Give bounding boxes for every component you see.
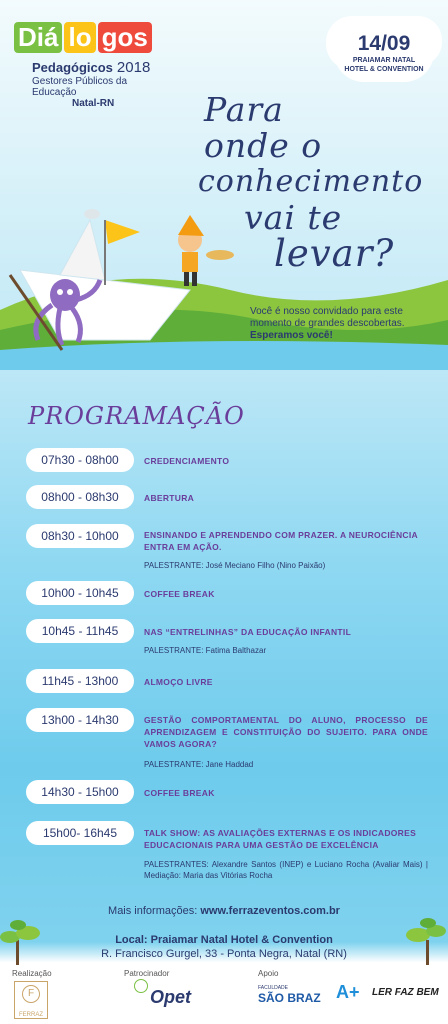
session-speaker: PALESTRANTE: Jane Haddad — [144, 760, 254, 769]
ferraz-name: FERRAZ — [19, 1012, 43, 1018]
headline-line-1: Para — [204, 90, 284, 129]
invite-body: Você é nosso convidado para este momento de grandes descobertas. — [250, 306, 405, 329]
opet-icon — [134, 979, 148, 993]
time-pill: 08h00 - 08h30 — [26, 485, 134, 509]
apoio-label: Apoio — [258, 969, 279, 978]
saobraz-small: FACULDADE — [258, 985, 289, 991]
ferraz-monogram: F — [22, 985, 40, 1003]
logo-tagline: Gestores Públicos da Educação — [32, 76, 128, 98]
ler-faz-bem-logo: LER FAZ BEM — [372, 987, 439, 998]
logo-year: 2018 — [116, 59, 151, 76]
time-pill: 14h30 - 15h00 — [26, 780, 134, 804]
headline-line-5: levar? — [274, 232, 395, 275]
session-title: ABERTURA — [144, 493, 195, 503]
invite-strong: Esperamos você! — [250, 330, 333, 341]
event-date: 14/09 — [357, 32, 411, 55]
logo-word-2: lo — [64, 22, 95, 53]
logo-subtitle — [14, 59, 174, 76]
more-info-label: Mais informações: — [108, 905, 198, 917]
more-info — [0, 905, 448, 917]
session-title: TALK SHOW: AS AVALIAÇÕES EXTERNAS E OS INDICADORES EDUCACIONAIS PARA UMA GESTÃO DE EXCELÊNCIA — [144, 828, 417, 850]
logo-wordmark — [14, 22, 174, 53]
headline-line-3: conhecimento — [198, 164, 424, 199]
event-logo — [14, 22, 174, 109]
venue-name: Local: Praiamar Natal Hotel & Convention — [115, 934, 333, 946]
session-title: COFFEE BREAK — [144, 788, 215, 798]
logo-subtitle-text: Pedagógicos — [32, 60, 113, 75]
session-speaker: PALESTRANTES: Alexandre Santos (INEP) e Luciano Rocha (Avaliar Mais) | Mediação: Maria das Vitórias Rocha — [144, 860, 428, 880]
headline-line-4: vai te — [244, 198, 343, 237]
website-link[interactable]: www.ferrazeventos.com.br — [200, 905, 340, 917]
time-pill: 08h30 - 10h00 — [26, 524, 134, 548]
realizacao-label: Realização — [12, 969, 52, 978]
patrocinador-label: Patrocinador — [124, 969, 170, 978]
session-speaker: PALESTRANTE: José Meciano Filho (Nino Paixão) — [144, 561, 326, 570]
sponsors-footer — [0, 965, 448, 1024]
session-title: ALMOÇO LIVRE — [144, 677, 213, 687]
headline — [196, 90, 436, 275]
session-title: GESTÃO COMPORTAMENTAL DO ALUNO, PROCESSO DE APRENDIZAGEM E CONSTITUIÇÃO DO SUJEITO. PARA ONDE VAMOS AGORA? — [144, 715, 428, 749]
saobraz-name: SÃO BRAZ — [258, 991, 321, 1005]
programacao-title: PROGRAMAÇÃO — [28, 402, 245, 430]
time-pill: 10h45 - 11h45 — [26, 619, 134, 643]
time-pill: 13h00 - 14h30 — [26, 708, 134, 732]
logo-word-3: gos — [98, 22, 152, 53]
logo-city: Natal-RN — [72, 98, 115, 109]
ferraz-logo — [14, 981, 48, 1019]
invite-text — [250, 306, 440, 342]
aplus-logo: A+ — [336, 982, 360, 1002]
session-title: CREDENCIAMENTO — [144, 456, 230, 466]
headline-line-2: onde o — [204, 126, 323, 165]
time-pill: 15h00- 16h45 — [26, 821, 134, 845]
time-pill: 11h45 - 13h00 — [26, 669, 134, 693]
venue-line-2: HOTEL & CONVENTION — [344, 66, 424, 73]
time-pill: 10h00 - 10h45 — [26, 581, 134, 605]
session-title: COFFEE BREAK — [144, 589, 215, 599]
saobraz-logo — [258, 985, 321, 1005]
session-title: NAS “ENTRELINHAS” DA EDUCAÇÃO INFANTIL — [144, 627, 352, 637]
venue-address: R. Francisco Gurgel, 33 - Ponta Negra, Natal (RN) — [101, 948, 347, 960]
session-speaker: PALESTRANTE: Fatima Balthazar — [144, 646, 267, 655]
date-badge — [334, 20, 434, 82]
time-pill: 07h30 - 08h00 — [26, 448, 134, 472]
venue-line-1: PRAIAMAR NATAL — [352, 57, 416, 64]
logo-word-1: Diá — [14, 22, 62, 53]
opet-logo: Opet — [150, 987, 192, 1007]
session-title: ENSINANDO E APRENDENDO COM PRAZER. A NEUROCIÊNCIA ENTRA EM AÇÃO. — [144, 530, 418, 552]
